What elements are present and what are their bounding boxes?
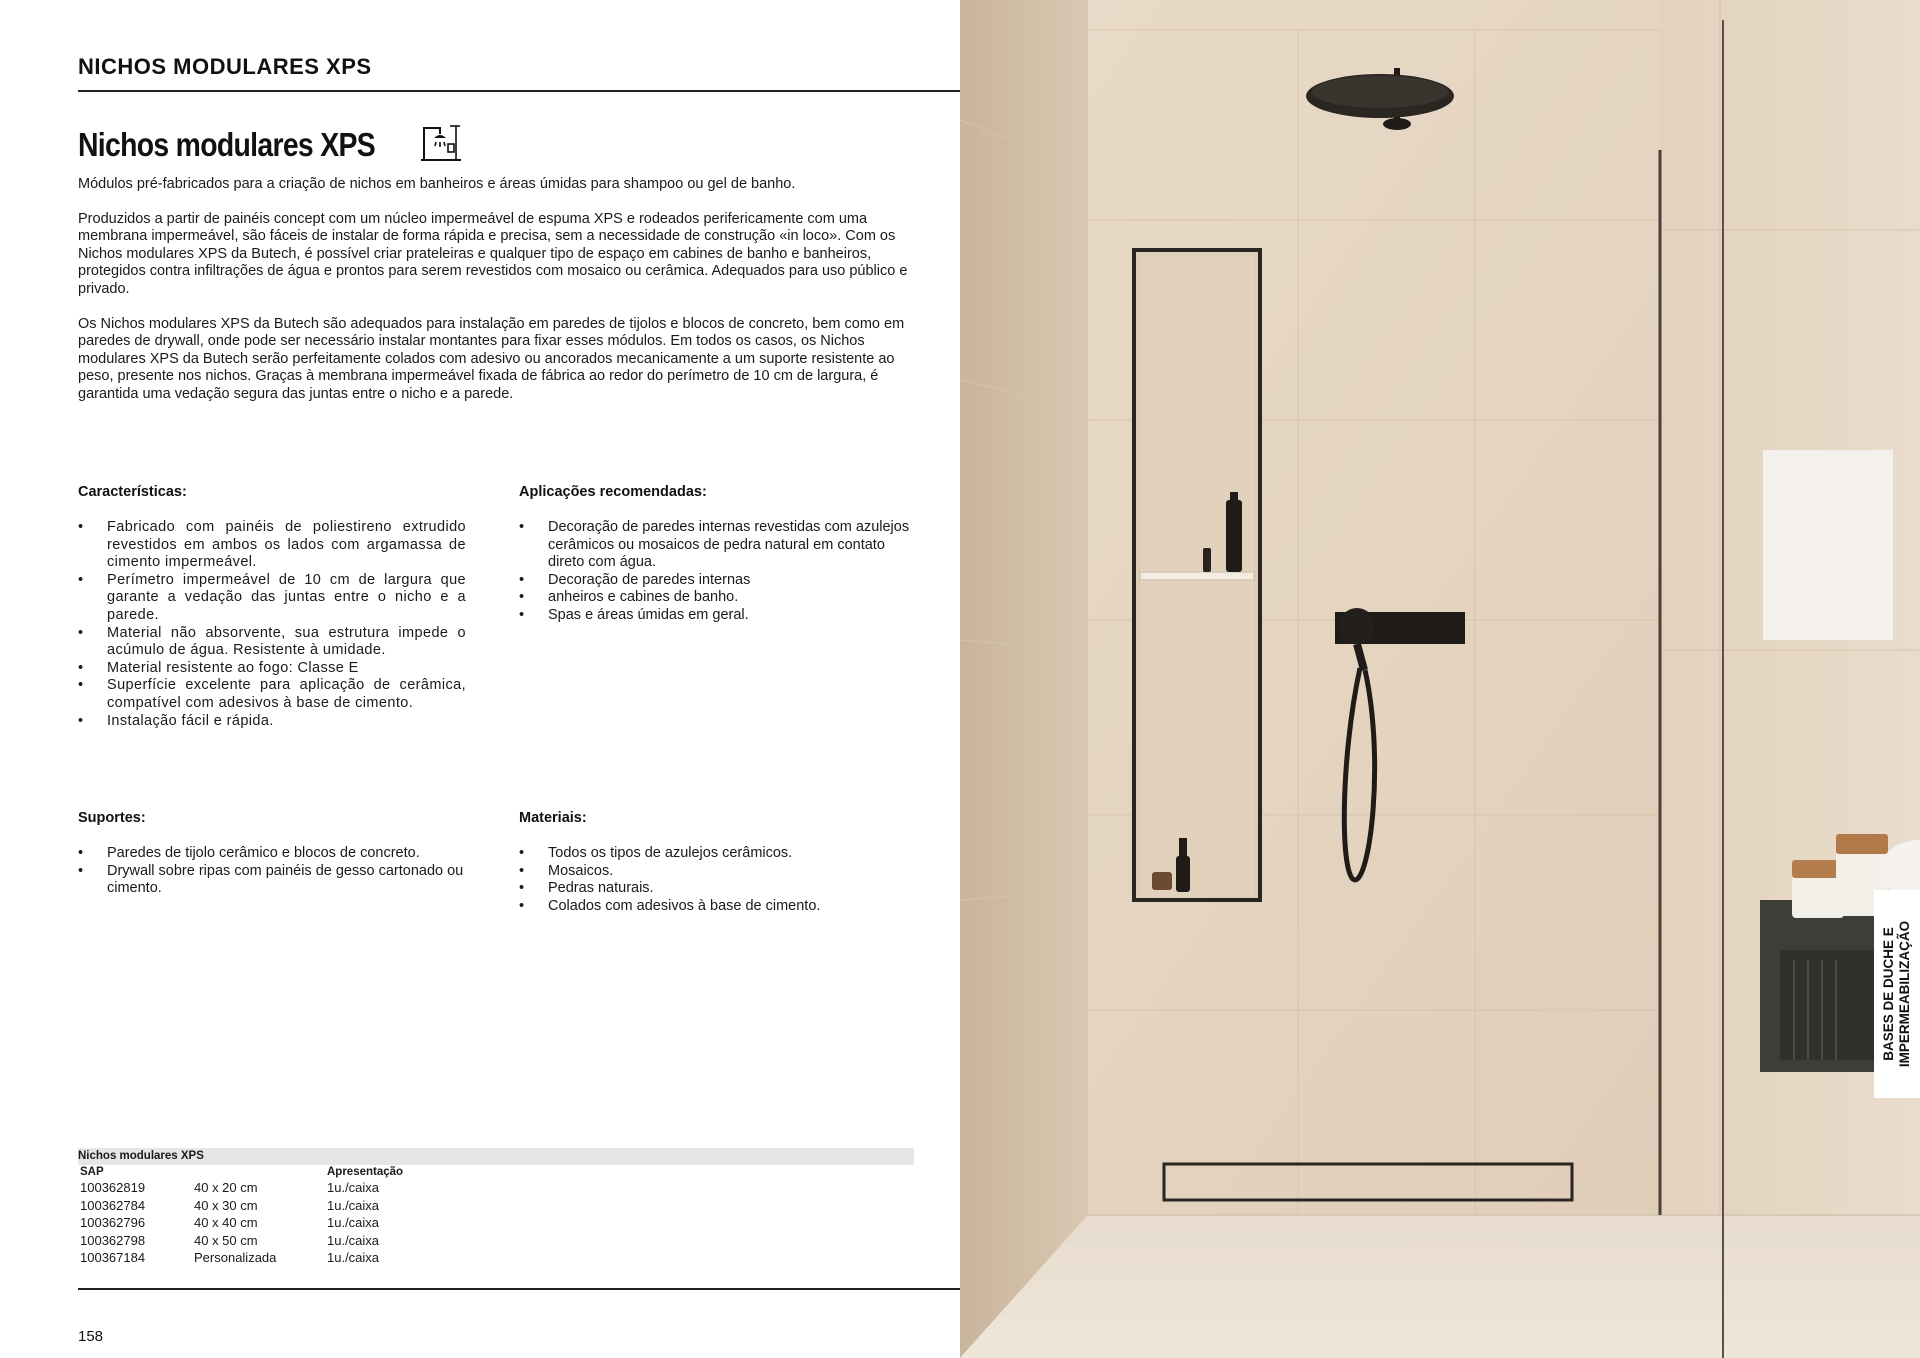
intro-paragraph: Produzidos a partir de painéis concept com um núcleo impermeável de espuma XPS e rodeados perifericamente com uma membrana impermeável, são fáceis de instalar de forma rápida e precisa, sem a necessidade de construção «in loco». Com os Nichos modulares XPS da Butech, é possível criar prateleiras e qualquer tipo de espaço em cabines de banho e banheiros, protegidos contra infiltrações de água e prontos para serem revestidos com mosaico ou cerâmica. Adequados para uso público e privado.: [78, 210, 908, 297]
product-table: [78, 1148, 914, 1267]
intro-paragraph: Módulos pré-fabricados para a criação de nichos em banheiros e áreas úmidas para shampoo ou gel de banho.: [78, 176, 796, 192]
materiais-heading: Materiais:: [519, 810, 587, 826]
sku-table: [78, 1165, 477, 1267]
intro-paragraph: Os Nichos modulares XPS da Butech são adequados para instalação em paredes de tijolos e blocos de concreto, bem como em paredes de drywall, onde pode ser necessário instalar montantes para fixar esses módulos. Em todos os casos, os Nichos modulares XPS da Butech serão perfeitamente colados com adesivo ou ancorados mecanicamente a um suporte resistente ao peso, presente nos nichos. Graças à membrana impermeável fixada de fábrica ao redor do perímetro de 10 cm de largura, é garantida uma vedação segura das juntas entre o nicho e a parede.: [78, 315, 905, 402]
caracteristicas-heading: Características:: [78, 484, 187, 500]
table-row: [78, 1197, 477, 1215]
size-cell: 40 x 20 cm: [194, 1180, 258, 1195]
sap-cell: 100362819: [80, 1180, 146, 1195]
aplicacoes-heading: Aplicações recomendadas:: [519, 484, 707, 500]
bathroom-photo: [960, 0, 1920, 1358]
section-side-tab-label: [1881, 890, 1913, 1098]
table-row: [78, 1249, 477, 1267]
size-cell: 40 x 40 cm: [194, 1215, 258, 1231]
list-item: • anheiros e cabines de banho.: [519, 589, 911, 607]
table-header-row: [78, 1165, 477, 1179]
list-item: • Mosaicos.: [519, 863, 911, 881]
table-row: [78, 1232, 477, 1250]
list-item: • Decoração de paredes internas revestidas com azulejos cerâmicos ou mosaicos de pedra natural em contato direto com água.: [519, 519, 911, 572]
aplicacoes-list: [519, 519, 911, 625]
sap-cell: 100362784: [80, 1197, 146, 1213]
product-title: Nichos modulares XPS: [78, 126, 375, 163]
list-item: • Superfície excelente para aplicação de cerâmica, compatível com adesivos à base de cimento.: [78, 677, 466, 712]
shower-icon: [420, 122, 462, 162]
col-size-header: [194, 1165, 327, 1179]
footer-divider: [78, 1288, 960, 1290]
list-item: • Fabricado com painéis de poliestireno extrudido revestidos em ambos os lados com argamassa de cimento impermeável.: [78, 519, 466, 572]
shower-illustration: [960, 0, 1920, 1358]
presentation-cell: 1u./caixa: [327, 1197, 380, 1213]
sap-cell: 100367184: [80, 1250, 146, 1266]
list-item: • Decoração de paredes internas: [519, 572, 911, 590]
list-item: • Drywall sobre ripas com painéis de gesso cartonado ou cimento.: [78, 863, 470, 898]
list-item: • Paredes de tijolo cerâmico e blocos de concreto.: [78, 845, 470, 863]
suportes-heading: Suportes:: [78, 810, 146, 826]
table-row: [78, 1214, 477, 1232]
list-item: • Perímetro impermeável de 10 cm de largura que garante a vedação das juntas entre o nicho e a parede.: [78, 572, 466, 625]
product-description: [78, 176, 908, 421]
caracteristicas-list: [78, 519, 466, 730]
list-item: • Material resistente ao fogo: Classe E: [78, 660, 466, 678]
list-item: • Pedras naturais.: [519, 880, 911, 898]
suportes-list: [78, 845, 470, 898]
table-title: Nichos modulares XPS: [78, 1148, 914, 1165]
presentation-cell: 1u./caixa: [327, 1250, 380, 1266]
col-sap-header: SAP: [80, 1166, 104, 1178]
side-tab-line: IMPERMEABILIZAÇÃO: [1897, 920, 1912, 1068]
col-presentation-header: Apresentação: [327, 1166, 404, 1178]
page-number: 158: [78, 1328, 104, 1345]
presentation-cell: 1u./caixa: [327, 1215, 380, 1231]
side-tab-line: BASES DE DUCHE E: [1881, 927, 1896, 1061]
size-cell: 40 x 50 cm: [194, 1232, 258, 1248]
list-item: • Colados com adesivos à base de cimento.: [519, 898, 911, 916]
presentation-cell: 1u./caixa: [327, 1180, 380, 1195]
size-cell: Personalizada: [194, 1250, 277, 1266]
section-title: NICHOS MODULARES XPS: [78, 54, 372, 79]
sap-cell: 100362796: [80, 1215, 146, 1231]
table-row: [78, 1179, 477, 1197]
size-cell: 40 x 30 cm: [194, 1197, 258, 1213]
list-item: • Instalação fácil e rápida.: [78, 713, 466, 731]
list-item: • Spas e áreas úmidas em geral.: [519, 607, 911, 625]
materiais-list: [519, 845, 911, 915]
header-divider: [78, 90, 960, 92]
sap-cell: 100362798: [80, 1232, 146, 1248]
presentation-cell: 1u./caixa: [327, 1232, 380, 1248]
list-item: • Todos os tipos de azulejos cerâmicos.: [519, 845, 911, 863]
list-item: • Material não absorvente, sua estrutura impede o acúmulo de água. Resistente à umidade.: [78, 625, 466, 660]
